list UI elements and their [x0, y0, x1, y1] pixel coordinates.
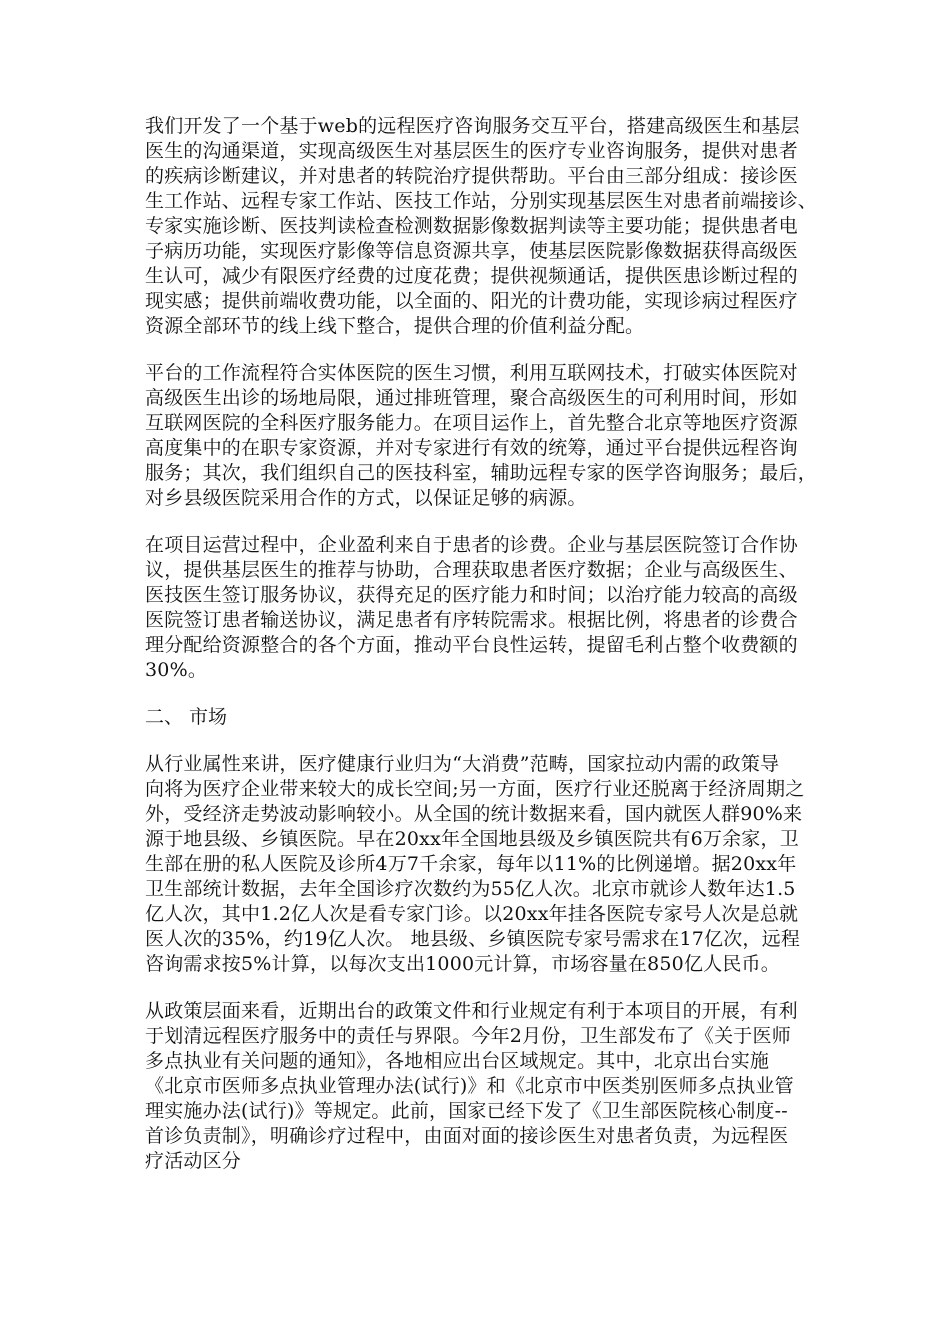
text-line: 生认可，减少有限医疗经费的过度花费；提供视频通话，提供医患诊断过程的	[145, 265, 798, 287]
text-line: 首诊负责制》，明确诊疗过程中，由面对面的接诊医生对患者负责，为远程医	[145, 1125, 789, 1147]
text-line: 疗活动区分	[145, 1150, 242, 1172]
text-line: 理分配给资源整合的各个方面，推动平台良性运转，提留毛利占整个收费额的	[145, 634, 798, 656]
text-line: 源于地县级、乡镇医院。早在20xx年全国地县级及乡镇医院共有6万余家，卫	[145, 828, 799, 850]
paragraphs-after	[145, 752, 815, 1174]
text-line: 卫生部统计数据，去年全国诊疗次数约为55亿人次。北京市就诊人数年达1.5	[145, 878, 796, 900]
text-line: 平台的工作流程符合实体医院的医生习惯，利用互联网技术，打破实体医院对	[145, 362, 798, 384]
text-line: 理实施办法(试行)》等规定。此前，国家已经下发了《卫生部医院核心制度--	[145, 1100, 788, 1122]
text-line: 生工作站、远程专家工作站、医技工作站，分别实现基层医生对患者前端接诊、	[145, 190, 818, 212]
text-line: 资源全部环节的线上线下整合，提供合理的价值利益分配。	[145, 315, 645, 337]
paragraph	[145, 752, 815, 977]
text-line: 对乡县级医院采用合作的方式，以保证足够的病源。	[145, 487, 587, 509]
text-line: 30%。	[145, 659, 208, 681]
text-line: 医人次的35%，约19亿人次。 地县级、乡镇医院专家号需求在17亿次，远程	[145, 928, 801, 950]
text-line: 医生的沟通渠道，实现高级医生对基层医生的医疗专业咨询服务，提供对患者	[145, 140, 798, 162]
document-body	[145, 114, 818, 1196]
text-line: 在项目运营过程中，企业盈利来自于患者的诊费。企业与基层医院签订合作协	[145, 534, 798, 556]
text-line: 医院签订患者输送协议，满足患者有序转院需求。根据比例，将患者的诊费合	[145, 609, 798, 631]
text-line: 专家实施诊断、医技判读检查检测数据影像数据判读等主要功能；提供患者电	[145, 215, 798, 237]
paragraph	[145, 533, 815, 683]
text-line: 互联网医院的全科医疗服务能力。在项目运作上，首先整合北京等地医疗资源	[145, 412, 798, 434]
text-line: 从政策层面来看，近期出台的政策文件和行业规定有利于本项目的开展，有利	[145, 1000, 798, 1022]
text-line: 于划清远程医疗服务中的责任与界限。今年2月份，卫生部发布了《关于医师	[145, 1025, 791, 1047]
text-line: 亿人次，其中1.2亿人次是看专家门诊。以20xx年挂各医院专家号人次是总就	[145, 903, 799, 925]
text-line: 医技医生签订服务协议，获得充足的医疗能力和时间；以治疗能力较高的高级	[145, 584, 798, 606]
text-line: 从行业属性来讲，医疗健康行业归为“大消费”范畴，国家拉动内需的政策导	[145, 753, 780, 775]
text-line: 我们开发了一个基于web的远程医疗咨询服务交互平台，搭建高级医生和基层	[145, 115, 800, 137]
text-line: 议，提供基层医生的推荐与协助，合理获取患者医疗数据；企业与高级医生、	[145, 559, 798, 581]
paragraph	[145, 361, 818, 511]
text-line: 《北京市医师多点执业管理办法(试行)》和《北京市中医类别医师多点执业管	[145, 1075, 794, 1097]
paragraphs-before	[145, 114, 818, 683]
text-line: 子病历功能，实现医疗影像等信息资源共享，使基层医院影像数据获得高级医	[145, 240, 798, 262]
text-line: 向将为医疗企业带来较大的成长空间;另一方面，医疗行业还脱离于经济周期之	[145, 778, 805, 800]
text-line: 多点执业有关问题的通知》，各地相应出台区域规定。其中，北京出台实施	[145, 1050, 770, 1072]
paragraph	[145, 114, 818, 339]
text-line: 咨询需求按5%计算，以每次支出1000元计算，市场容量在850亿人民币。	[145, 953, 780, 975]
text-line: 高度集中的在职专家资源，并对专家进行有效的统筹，通过平台提供远程咨询	[145, 437, 798, 459]
text-line: 外，受经济走势波动影响较小。从全国的统计数据来看，国内就医人群90%来	[145, 803, 803, 825]
text-line: 的疾病诊断建议，并对患者的转院治疗提供帮助。平台由三部分组成：接诊医	[145, 165, 798, 187]
text-line: 现实感；提供前端收费功能，以全面的、阳光的计费功能，实现诊病过程医疗	[145, 290, 798, 312]
text-line: 生部在册的私人医院及诊所4万7千余家，每年以11%的比例递增。据20xx年	[145, 853, 797, 875]
text-line: 高级医生出诊的场地局限，通过排班管理，聚合高级医生的可利用时间，形如	[145, 387, 798, 409]
text-line: 服务；其次，我们组织自己的医技科室，辅助远程专家的医学咨询服务；最后，	[145, 462, 818, 484]
section-heading: 二、 市场	[145, 706, 228, 728]
paragraph	[145, 999, 815, 1174]
